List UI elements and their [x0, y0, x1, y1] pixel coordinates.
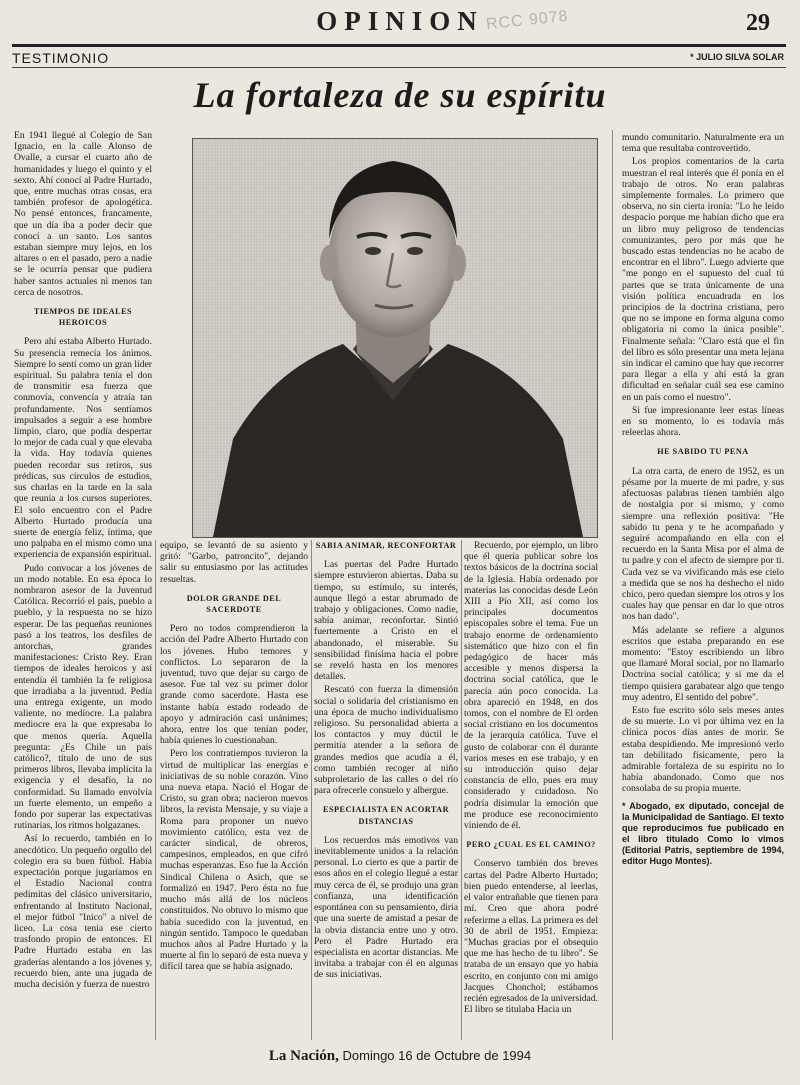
section-kicker: TESTIMONIO: [12, 50, 110, 66]
body-paragraph: Pero ahí estaba Alberto Hurtado. Su presencia remecía los ánimos. Siempre lo sentí como un gran líder espiritual. Su palabra tenía el don de transmitir esa fuerza que conmovía, convencía y atraía tan profundamente. Nos sentíamos impulsados a seguir a ese hombre limpio, claro, que podía despertar lo mejor de cada cual y que elevaba la vida. Hay todavía quienes pueden recordar sus retiros, sus prédicas, sus círculos de estudios, sus charlas en la tarde en la sala que reunía a los cursos superiores. El solo encuentro con el Padre Alberto Hurtado producía una suerte de energía feliz, íntima, que uno palpaba en el mismo como una experiencia de expansión espiritual.: [14, 336, 152, 561]
subheading: PERO ¿CUAL ES EL CAMINO?: [466, 840, 596, 850]
column-divider: [612, 130, 613, 1040]
page-number: 29: [746, 10, 770, 36]
section-title: OPINION: [316, 6, 484, 36]
publication-date: Domingo 16 de Octubre de 1994: [342, 1048, 532, 1063]
body-paragraph: Pero los contratiempos tuvieron la virtud de multiplicar las energías e iniciativas de su noble corazón. Vino una nueva etapa. Nació el Hogar de Cristo, su gran obra; nacieron nuevos libros, la revista Mensaje, y su viaje a Roma para proponer un nuevo movimiento católico, esta vez de carácter sindical, de obreros, campesinos, empleados, en que cifró muchas esperanzas. Eso fue la Acción Sindical Chilena o Asich, que se formalizó en 1947. Pero ésta no fue mucho más allá de los núcleos constituidos. No obtuvo lo mismo que había sucedido con la juventud, en ningún sentido. Tampoco le quedaban muchos años al Padre Hurtado y la muerte al fin lo separó de esta nueva y difícil tarea que se había asignado.: [160, 748, 308, 973]
body-paragraph: Pero no todos comprendieron la acción del Padre Alberto Hurtado con los jóvenes. Hubo temores y conflictos. Lo separaron de la juventud, tuvo que dejar su cargo de asesor. Fue tal vez su primer dolor grande como sacerdote. Hasta ese instante había estado rodeado de apoyo y admiración casi unánimes; ahora, entre los que tenían poder, había quienes lo cuestionaban.: [160, 623, 308, 747]
subheading: HE SABIDO TU PENA: [657, 447, 749, 457]
subheading: SABIA ANIMAR, RECONFORTAR: [315, 541, 457, 550]
body-paragraph: Las puertas del Padre Hurtado siempre estuvieron abiertas. Daba su tiempo, su estímulo, su interés, aunque llegó a estar abrumado de trabajo y obligaciones. Como nadie, sabía animar, reconfortar. Sintió fuertemente a Cristo en el abandonado, el miserable. Su sensibilidad finísima hacia el pobre se reveló hasta en los menores detalles.: [314, 559, 458, 683]
body-paragraph: Más adelante se refiere a algunos escritos que estaba preparando en ese momento: "Estoy escribiendo un libro que llamaré Moral social, por no llamarlo Doctrina social católica; y si me da el tiempo quisiera garabatear algo que tengo muy adentro, El sentido del pobre".: [622, 624, 784, 703]
article-column-3: [314, 540, 458, 1080]
body-paragraph: Los propios comentarios de la carta muestran el real interés que él ponía en el trabajo de otros. No eran palabras simplemente formales. Lo primero que observa, no sin cierta ironía: "Lo he leído despacio porque me habían dicho que era un libro muy peligroso de tendencias comunizantes, pero por más que he buscado estas tendencias no he acabo de encontrar en el libro". Luego advierte que "me pongo en el supuesto del cual tú partes que se trata únicamente de una visión política encuadrada en los principios de la doctrina cristiana, pero que no se impone en forma alguna como obligatoria ni como la única posible". Finalmente señala: "Claro está que el fin del libro es sólo presentar una meta lejana sin indicar el camino que hay que recorrer para llegar a ella y ahí está la gran dificultad en señalar cuál sea ese camino en un país como el nuestro".: [622, 156, 784, 403]
article-column-1: [14, 130, 152, 1080]
body-paragraph: equipo, se levantó de su asiento y gritó: "Garbo, patroncito", dejando salir su entusiasmo por las actitudes resueltas.: [160, 540, 308, 585]
body-paragraph: Recuerdo, por ejemplo, un libro que él quería publicar sobre los textos básicos de la doctrina social de la Iglesia. Había ordenado por materias las conocidas desde León XIII a Pío XII, así como los principales documentos episcopales sobre el tema. Fue un trabajo enorme de ordenamiento sistemático que hizo con el fin pedagógico de hacer más accesible y menos dispersa la doctrina social católica, que le parecía aún poco conocida. La obra apareció en 1948, en dos tomos, con el nombre de El orden social cristiano en los documentos de la jerarquía católica. Tuve el gusto de colaborar con él durante varios meses en ese trabajo, y en su introducción quiso dejar constancia de ello, pues era muy considerado y cuidadoso. No podría disimular la emoción que me produce ese reconocimiento viniendo de él.: [464, 540, 598, 832]
archive-stamp: RCC 9078: [485, 7, 570, 34]
article-column-2: [160, 540, 308, 1080]
body-paragraph: Los recuerdos más emotivos van inevitablemente unidos a la relación personal. Lo cierto es que a partir de esos años en el colegio llegué a estar muy cerca de él, se produjo una gran confianza, una identificación espontánea con su pensamiento, diría que una suerte de amistad a pesar de la obvia distancia entre uno y otro. Pero el Padre Hurtado era especialista en acortar distancias. Me invitaba a trabajar con él en algunas de sus iniciativas.: [314, 834, 458, 981]
footer: [0, 1048, 800, 1065]
column-divider: [461, 540, 462, 1040]
body-paragraph: Si fue impresionante leer estas líneas en su momento, lo es todavía más releerlas ahora.: [622, 404, 784, 439]
column-divider: [311, 540, 312, 1040]
article-column-4: [464, 540, 598, 1080]
author-note: * Abogado, ex diputado, concejal de la Municipalidad de Santiago. El texto que reproducimos fue publicado en el libro titulado Como lo vimos (Editorial Patris, septiembre de 1994, editor Hugo Montes).: [622, 800, 784, 866]
body-paragraph: Esto fue escrito sólo seis meses antes de su muerte. Lo vi por última vez en la clínica pocos días antes de morir. Se estaba despidiendo. Me impresionó verlo tan debilitado físicamente, pero la admirable fortaleza de su espíritu no lo había abandonado. Como que nos consolaba de su propia muerte.: [622, 704, 784, 795]
header-rule: [12, 67, 786, 68]
newspaper-name: La Nación,: [268, 1048, 339, 1064]
body-paragraph: Rescató con fuerza la dimensión social o solidaria del cristianismo en una época de mucho individualismo religioso. Su personalidad abierta a los contactos y muy dúctil le permitía atender a la señora de grandes medios que acudía a él, como también recoger al niño subproletario de las calles o del río para ofrecerle consuelo y albergue.: [314, 684, 458, 797]
body-paragraph: Conservo también dos breves cartas del Padre Alberto Hurtado; bien puedo entenderse, al leerlas, el valor entrañable que tienen para mí. Creo que ahora podré referirme a ellas. La primera es del 30 de abril de 1951. Empieza: "Muchas gracias por el obsequio que me has hecho de tu libro". Se trataba de un ensayo que yo había escrito, en conjunto con mi amigo Jacques Chonchol; estábamos recién egresados de la universidad. El libro se titulaba Hacia un: [464, 858, 598, 1016]
body-paragraph: Pudo convocar a los jóvenes de un modo notable. En esa época lo nombraron asesor de la Juventud Católica. Recorrió el país, pueblo a pueblo, y la respuesta no se hizo esperar. De las pequeñas reuniones pasó a los teatros, los desfiles de antorchas, grandes manifestaciones: Cristo Rey. Eran tiempos de ideales heroicos y así entendía él también la fe religiosa que irradiaba a la juventud. Pedía una entrega exigente, un modo valiente, no mediocre. La palabra mediocre era la que expresaba lo que menos quería. Aquella pregunta: ¿Es Chile un país católico?, título de uno de sus primeros libros, llevaba implícita la exigencia y el desafío, la no conformidad. Su llamado envolvía un fuerte elemento, un empeño a fondo por superar las expectativas rutinarias, los ritmos holgazanes.: [14, 562, 152, 832]
author-byline: * JULIO SILVA SOLAR: [690, 52, 784, 62]
top-rule: [12, 44, 786, 47]
body-paragraph: Así lo recuerdo, también en lo anecdótico. Un pequeño orgullo del colegio era su buen fútbol. Había expectación porque jugaríamos en el Estadio Nacional contra pedimitas del clásico universitario, enfrentando al Instituto Nacional, el mejor fútbol "Inico" a nivel de liceo. La cosa tenía ese cierto trasfondo propio de entonces. El Padre Hurtado estaba en las graderías alentando a los jóvenes y, recuerdo bien, ante una jugada de mucha decisión y fuerza de nuestro: [14, 833, 152, 991]
article-column-5: [622, 132, 784, 1082]
subheading-line-2: DISTANCIAS: [358, 816, 414, 826]
body-paragraph: mundo comunitario. Naturalmente era un tema que resultaba controvertido.: [622, 132, 784, 155]
body-paragraph: En 1941 llegué al Colegio de San Ignacio, en la calle Alonso de Ovalle, a cursar el cuarto año de humanidades y luego el quinto y el sexto. Ahí conocí al Padre Hurtado, que, entre muchas otras cosas, era también profesor de apologética. No pensé entonces, francamente, que un día iba a poder decir que conocí a un santo. Los santos estaban siempre muy lejos, en los altares o en el pasado, pero a nadie se le ocurría pensar que pudiera haber santos actuales ni menos tan cerca de nosotros.: [14, 130, 152, 298]
body-paragraph: La otra carta, de enero de 1952, es un pésame por la muerte de mi padre, y sus afectuosas palabras tienen también algo de nostalgia por sí mismo, y como siempre una reflexión positiva: "He sabido tu pena y te he acompañado y seguiré acompañando en ella con el recuerdo en la Santa Misa por el alma de tu padre y con el afecto de siempre por ti. Cada vez se va vivificando más ese cielo a medida que se nos ha deshecho el nido chico, pero quedan siempre los otros y los cuales hay que pensar en dar lo que otros nos han dado".: [622, 465, 784, 623]
subheading: TIEMPOS DE IDEALES HEROICOS: [33, 307, 133, 328]
subheading: ESPECIALISTA EN ACORTAR: [322, 805, 449, 815]
headline: La fortaleza de su espíritu: [193, 75, 607, 115]
portrait-photo: [192, 138, 598, 538]
subheading: DOLOR GRANDE DEL SACERDOTE: [186, 593, 282, 615]
column-divider: [155, 540, 156, 1040]
